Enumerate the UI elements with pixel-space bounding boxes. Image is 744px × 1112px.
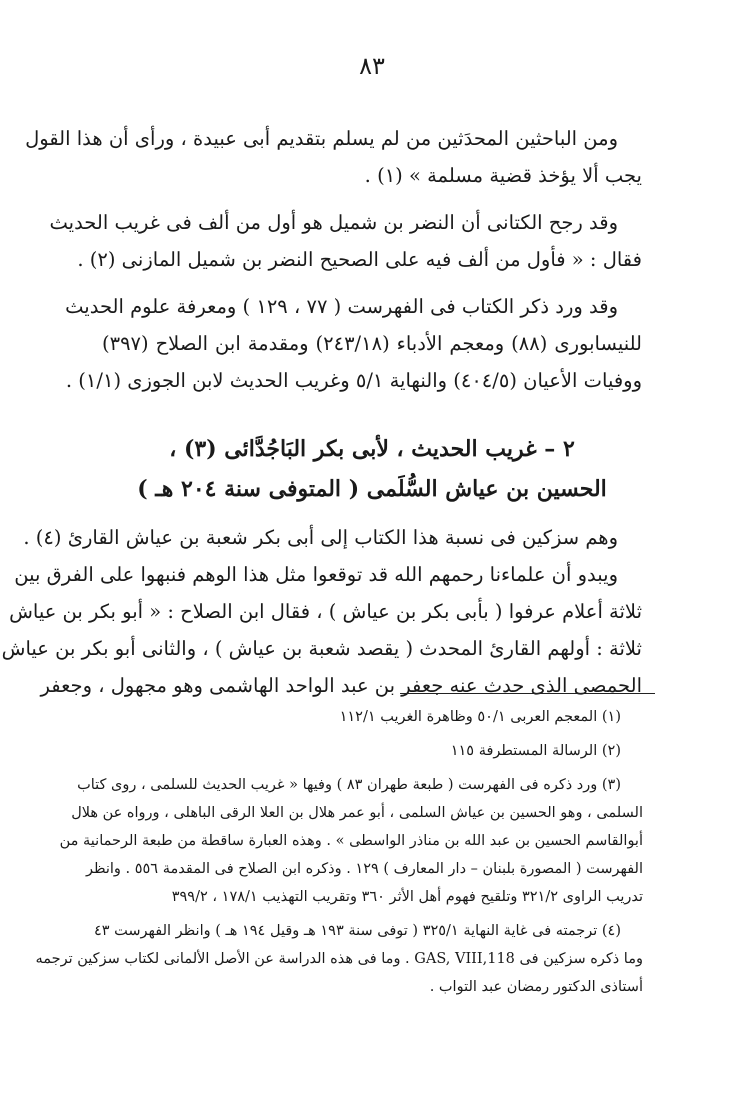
text-line: ويبدو أن علماءنا رحمهم الله قد توقعوا مثل هذا الوهم فنبهوا على الفرق بين <box>14 563 618 586</box>
footnote-line: (٤) ترجمته فى غاية النهاية ٣٢٥/١ ( توفى سنة ١٩٣ هـ وقيل ١٩٤ هـ ) وانظر الفهرست ٤٣ <box>93 923 621 939</box>
footnote-line: (٢) الرسالة المستطرفة ١١٥ <box>450 743 621 759</box>
footnote-separator <box>400 693 655 694</box>
text-line: وقد رجح الكتانى أن النضر بن شميل هو أول من ألف فى غريب الحديث <box>49 211 618 234</box>
section-heading-line-1: ٢ – غريب الحديث ، لأبى بكر البَاجُدَّائى (٣) ، <box>169 436 575 462</box>
text-line: للنيسابورى (٨٨) ومعجم الأدباء (٢٤٣/١٨) ومقدمة ابن الصلاح (٣٩٧) <box>102 332 643 355</box>
section-heading-line-2: الحسين بن عياش السُّلَمى ( المتوفى سنة ٢٠٤ هـ ) <box>137 476 607 502</box>
page-number: ٨٣ <box>359 52 385 80</box>
text-line: ثلاثة أعلام عرفوا ( بأبى بكر بن عياش ) ، فقال ابن الصلاح : « أبو بكر بن عياش <box>9 600 642 623</box>
footnote-line: أستاذى الدكتور رمضان عبد التواب . <box>429 979 643 995</box>
footnote-line: الفهرست ( المصورة بلبنان – دار المعارف ) ١٢٩ . وذكره ابن الصلاح فى المقدمة ٥٥٦ . وانظر <box>85 861 643 877</box>
footnote-line: (٣) ورد ذكره فى الفهرست ( طبعة طهران ٨٣ ) وفيها « غريب الحديث للسلمى ، روى كتاب <box>77 777 621 793</box>
text-line: فقال : « فأول من ألف فيه على الصحيح النضر بن شميل المازنى (٢) . <box>77 248 642 271</box>
text-line: وهم سزكين فى نسبة هذا الكتاب إلى أبى بكر شعبة بن عياش القارئ (٤) . <box>23 526 618 549</box>
text-line: ووفيات الأعيان (٤٠٤/٥) والنهاية ٥/١ وغريب الحديث لابن الجوزى (١/١) . <box>65 369 642 392</box>
main-text <box>1 120 643 704</box>
footnotes <box>35 703 643 1001</box>
text-line: ثلاثة : أولهم القارئ المحدث ( يقصد شعبة بن عياش ) ، والثانى أبو بكر بن عياش <box>1 637 642 660</box>
text-line: الحمصى الذى حدث عنه جعفر بن عبد الواحد الهاشمى وهو مجهول ، وجعفر <box>40 674 642 697</box>
footnote-line: أبوالقاسم الحسين بن عبد الله بن مناذر الواسطى » . وهذه العبارة ساقطة من طبعة الرحمانية من <box>59 833 643 849</box>
text-line: ومن الباحثين المحدَثين من لم يسلم بتقديم أبى عبيدة ، ورأى أن هذا القول <box>25 127 618 150</box>
text-line: يجب ألا يؤخذ قضية مسلمة » (١) . <box>364 164 642 187</box>
footnote-line: السلمى ، وهو الحسين بن عياش السلمى ، أبو عمر هلال بن العلا الرقى الباهلى ، ورواه عن هلال <box>71 805 643 821</box>
footnote-line: (١) المعجم العربى ٥٠/١ وظاهرة الغريب ١١٢/١ <box>339 709 621 725</box>
footnote-line: وما ذكره سزكين فى GAS, VIII,118 . وما فى هذه الدراسة عن الأصل الألمانى لكتاب سزكين ترجمه <box>35 951 643 967</box>
footnote-line: تدريب الراوى ٣٢١/٢ وتلقيح فهوم أهل الأثر ٣٦٠ وتقريب التهذيب ١٧٨/١ ، ٣٩٩/٢ <box>171 889 643 905</box>
text-line: وقد ورد ذكر الكتاب فى الفهرست ( ٧٧ ، ١٢٩ ) ومعرفة علوم الحديث <box>65 295 618 318</box>
